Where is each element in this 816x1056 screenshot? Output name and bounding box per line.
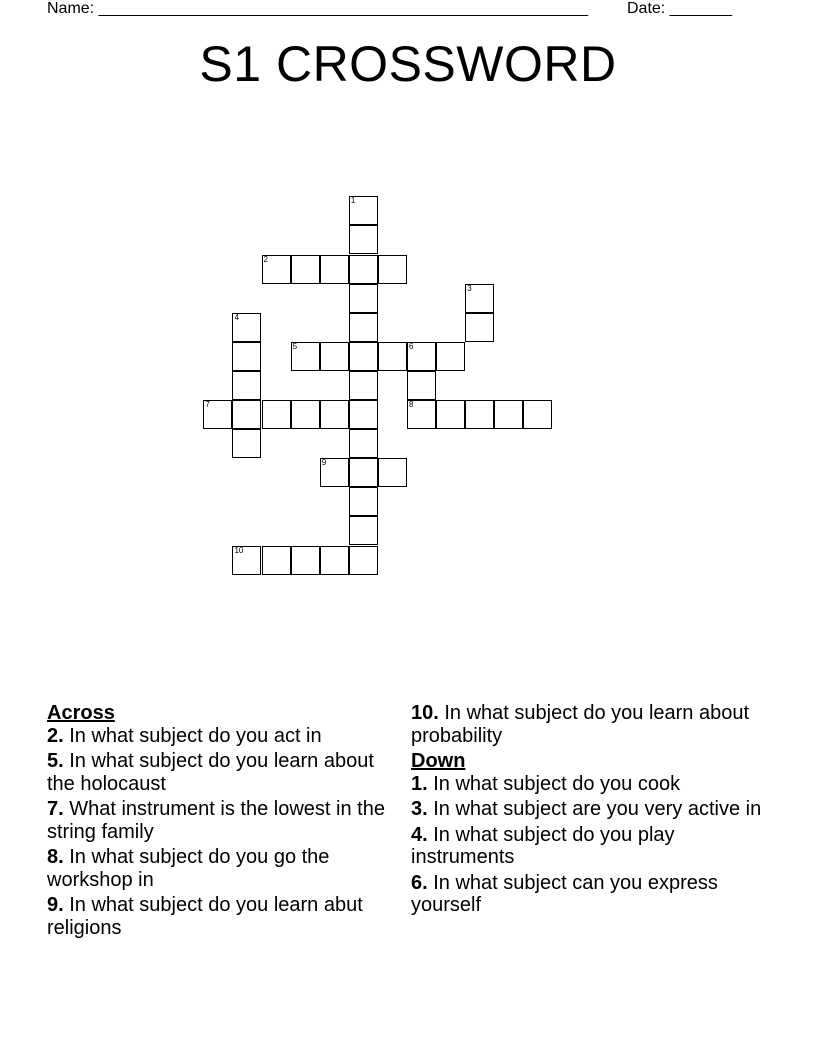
crossword-cell[interactable] xyxy=(291,400,320,429)
clue-number: 2. xyxy=(47,724,64,747)
crossword-cell[interactable] xyxy=(378,458,407,487)
clue-down xyxy=(411,773,771,796)
cell-number: 1 xyxy=(350,196,356,206)
down-heading: Down xyxy=(411,750,466,772)
clue-text: In what subject do you cook xyxy=(433,772,681,795)
crossword-cell[interactable] xyxy=(232,313,261,342)
clue-text: In what subject are you very active in xyxy=(433,798,762,820)
crossword-cell[interactable] xyxy=(291,546,320,575)
crossword-cell[interactable] xyxy=(232,342,261,371)
crossword-cell[interactable] xyxy=(436,400,465,429)
crossword-cell[interactable] xyxy=(465,284,494,313)
cell-number: 2 xyxy=(263,254,268,264)
crossword-cell[interactable] xyxy=(349,400,378,429)
crossword-cell[interactable] xyxy=(349,342,378,371)
crossword-cell[interactable] xyxy=(349,371,378,400)
crossword-cell[interactable] xyxy=(232,429,261,458)
crossword-cell[interactable] xyxy=(523,400,552,429)
crossword-cell[interactable] xyxy=(320,546,349,575)
cell-number: 10 xyxy=(234,545,244,555)
crossword-cell[interactable] xyxy=(320,400,349,429)
crossword-cell[interactable] xyxy=(232,400,261,429)
crossword-cell[interactable] xyxy=(349,516,378,545)
cell-number: 9 xyxy=(321,458,327,468)
clue-down xyxy=(411,872,771,917)
clue-text: In what subject do you go the workshop in xyxy=(47,846,330,891)
clue-text: In what subject do you play instruments xyxy=(411,823,675,868)
crossword-cell[interactable] xyxy=(349,225,378,254)
crossword-cell[interactable] xyxy=(465,400,494,429)
crossword-cell[interactable] xyxy=(232,371,261,400)
clue-number: 3. xyxy=(411,798,428,820)
crossword-cell[interactable] xyxy=(349,429,378,458)
crossword-cell[interactable] xyxy=(349,255,378,284)
clue-down xyxy=(411,824,771,869)
clue-text: In what subject do you learn abut religions xyxy=(47,894,363,939)
cell-number: 8 xyxy=(409,400,414,410)
clue-across xyxy=(47,798,387,843)
crossword-cell[interactable] xyxy=(320,255,349,284)
clue-text: In what subject do you learn about the holocaust xyxy=(47,750,374,795)
crossword-cell[interactable] xyxy=(262,255,291,284)
clues-right-column xyxy=(411,702,771,920)
clue-number: 8. xyxy=(47,846,64,868)
crossword-cell[interactable] xyxy=(262,400,291,429)
clue-across xyxy=(47,846,387,891)
cell-number: 5 xyxy=(292,341,298,351)
crossword-cell[interactable] xyxy=(262,546,291,575)
clue-number: 9. xyxy=(47,894,64,916)
name-field: Name: _______________________________________________________ xyxy=(47,0,588,17)
cell-number: 7 xyxy=(205,400,210,410)
clue-number: 10. xyxy=(411,702,439,724)
crossword-cell[interactable] xyxy=(320,458,349,487)
clue-across xyxy=(47,750,387,795)
clue-number: 1. xyxy=(411,772,428,795)
crossword-cell[interactable] xyxy=(291,255,320,284)
crossword-cell[interactable] xyxy=(407,371,436,400)
crossword-cell[interactable] xyxy=(349,546,378,575)
crossword-cell[interactable] xyxy=(349,313,378,342)
crossword-cell[interactable] xyxy=(407,342,436,371)
crossword-cell[interactable] xyxy=(232,546,261,575)
page-title: S1 CROSSWORD xyxy=(199,36,617,92)
crossword-cell[interactable] xyxy=(203,400,232,429)
crossword-cell[interactable] xyxy=(407,400,436,429)
crossword-cell[interactable] xyxy=(349,487,378,516)
crossword-cell[interactable] xyxy=(349,458,378,487)
crossword-cell[interactable] xyxy=(349,284,378,313)
clue-number: 4. xyxy=(411,823,428,846)
clue-across xyxy=(47,894,387,939)
clue-text: In what subject do you learn about probability xyxy=(411,702,750,747)
crossword-cell[interactable] xyxy=(291,342,320,371)
clue-number: 5. xyxy=(47,750,64,772)
cell-number: 6 xyxy=(409,341,414,351)
crossword-cell[interactable] xyxy=(349,196,378,225)
cell-number: 3 xyxy=(467,283,472,293)
clue-number: 6. xyxy=(411,871,428,894)
crossword-cell[interactable] xyxy=(378,255,407,284)
date-field: Date: _______ xyxy=(627,0,732,17)
crossword-cell[interactable] xyxy=(494,400,523,429)
clue-across xyxy=(47,725,387,748)
clue-down xyxy=(411,798,771,821)
clue-number: 7. xyxy=(47,798,64,820)
clue-across xyxy=(411,702,771,747)
cell-number: 4 xyxy=(234,312,239,322)
across-heading: Across xyxy=(47,702,115,724)
crossword-cell[interactable] xyxy=(378,342,407,371)
crossword-cell[interactable] xyxy=(465,313,494,342)
clues-left-column xyxy=(47,702,387,942)
clue-text: What instrument is the lowest in the string family xyxy=(47,798,385,843)
clue-text: In what subject can you express yourself xyxy=(411,871,718,916)
clue-text: In what subject do you act in xyxy=(69,724,322,747)
crossword-cell[interactable] xyxy=(320,342,349,371)
crossword-cell[interactable] xyxy=(436,342,465,371)
